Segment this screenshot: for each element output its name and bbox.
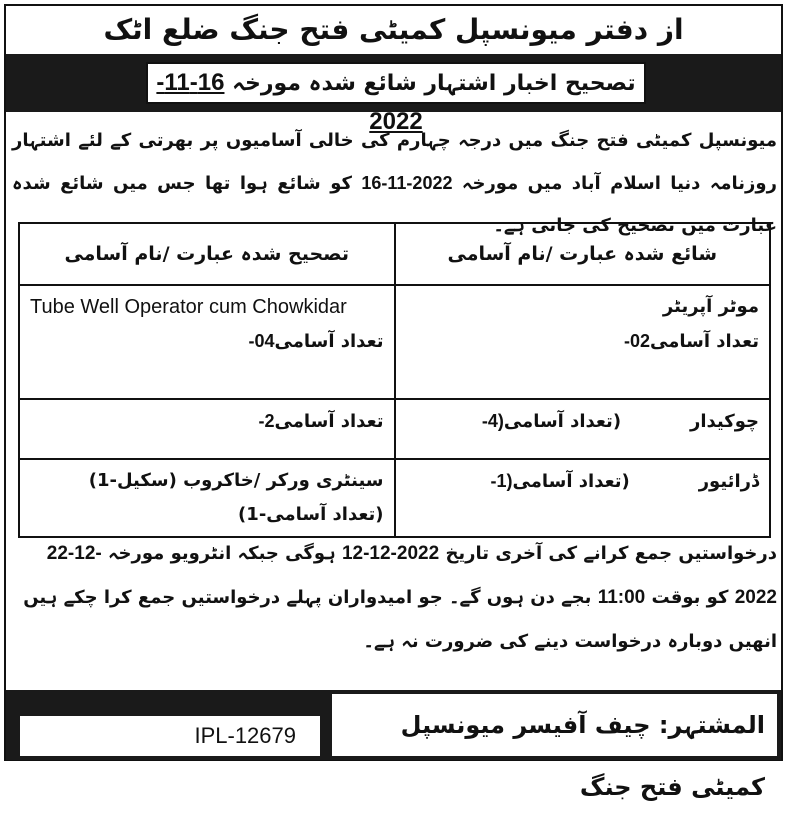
footer-banner (6, 690, 781, 801)
page-title: از دفتر میونسپل کمیٹی فتح جنگ ضلع اٹک (103, 13, 684, 46)
published-cell (395, 399, 771, 459)
ad-code: IPL-12679 (20, 716, 320, 756)
corrected-cell (19, 285, 395, 399)
count-label: (تعداد آسامی (503, 411, 622, 432)
post-name: ڈرائیور (698, 471, 759, 492)
intro-line2-suffix: کو شائع ہوا تھا جس میں شائع شدہ عبارت میں تصحیح کی جاتی ہے۔ (12, 173, 777, 236)
correction-banner (6, 54, 781, 135)
closing-text: بجے دن ہوں گے۔ جو امیدواران پہلے درخواستیں جمع کرا چکے ہیں انھیں دوبارہ درخواست دینے کی ضرورت نہ ہے۔ (23, 587, 777, 652)
post-line (30, 464, 384, 532)
post-name: چوکیدار (689, 411, 759, 432)
count-value: -2 (258, 411, 275, 431)
count-value: -04 (248, 331, 275, 351)
interview-time: 11:00 (597, 587, 646, 608)
table-header-row (19, 223, 770, 285)
intro-line2-prefix: میں مورخہ (461, 173, 563, 194)
banner-date: 16-11-2022 (156, 69, 423, 135)
correction-table (18, 222, 771, 538)
banner-box (146, 62, 646, 135)
intro-date: 16-11-2022 (361, 173, 453, 193)
corrected-cell (19, 459, 395, 537)
deadline-date: 12-12-2022 (341, 543, 440, 564)
header-corrected: تصحیح شدہ عبارت /نام آسامی (19, 223, 395, 285)
table-row (19, 285, 770, 399)
interview-text: ہوگی جبکہ انٹرویو مورخہ (108, 543, 336, 564)
count-label: تعداد آسامی (274, 331, 384, 352)
intro-line1: میونسپل کمیٹی فتح جنگ میں درجہ چہارم کی خالی آسامیوں پر بھرتی کے لئے اشتہار روزنامہ دنیا اسلام آباد (12, 130, 777, 194)
published-cell (395, 459, 771, 537)
deadline-text: درخواستیں جمع کرانے کی آخری تاریخ (445, 543, 777, 564)
count-value: -4) (481, 411, 504, 431)
count-value: -02 (624, 331, 651, 351)
count-value: -1) (490, 471, 513, 491)
post-name: سینٹری ورکر /خاکروب (سکیل-1) (88, 470, 384, 491)
post-name: موٹر آپریٹر (662, 296, 759, 317)
deadline-paragraph (12, 532, 777, 664)
post-count (30, 324, 384, 359)
post-line (406, 464, 760, 499)
post-name-english: Tube Well Operator cum Chowkidar (30, 296, 347, 318)
interview-date: 22-12-2022 (46, 543, 777, 608)
count-label: تعداد آسامی (274, 411, 384, 432)
published-cell (395, 285, 771, 399)
banner-text: تصحیح اخبار اشتہار شائع شدہ مورخہ (232, 71, 636, 96)
time-prefix: کو بوقت (651, 587, 729, 608)
post-line (406, 404, 760, 439)
count-label: (تعداد آسامی-1) (238, 504, 384, 525)
post-count (30, 404, 384, 439)
count-label: (تعداد آسامی (512, 471, 630, 492)
header-published: شائع شدہ عبارت /نام آسامی (395, 223, 771, 285)
count-label: تعداد آسامی (650, 331, 759, 352)
table-row (19, 399, 770, 459)
signature: المشتہر: چیف آفیسر میونسپل کمیٹی فتح جنگ (332, 694, 777, 756)
corrected-cell (19, 399, 395, 459)
post-count (406, 324, 760, 359)
table-row (19, 459, 770, 537)
